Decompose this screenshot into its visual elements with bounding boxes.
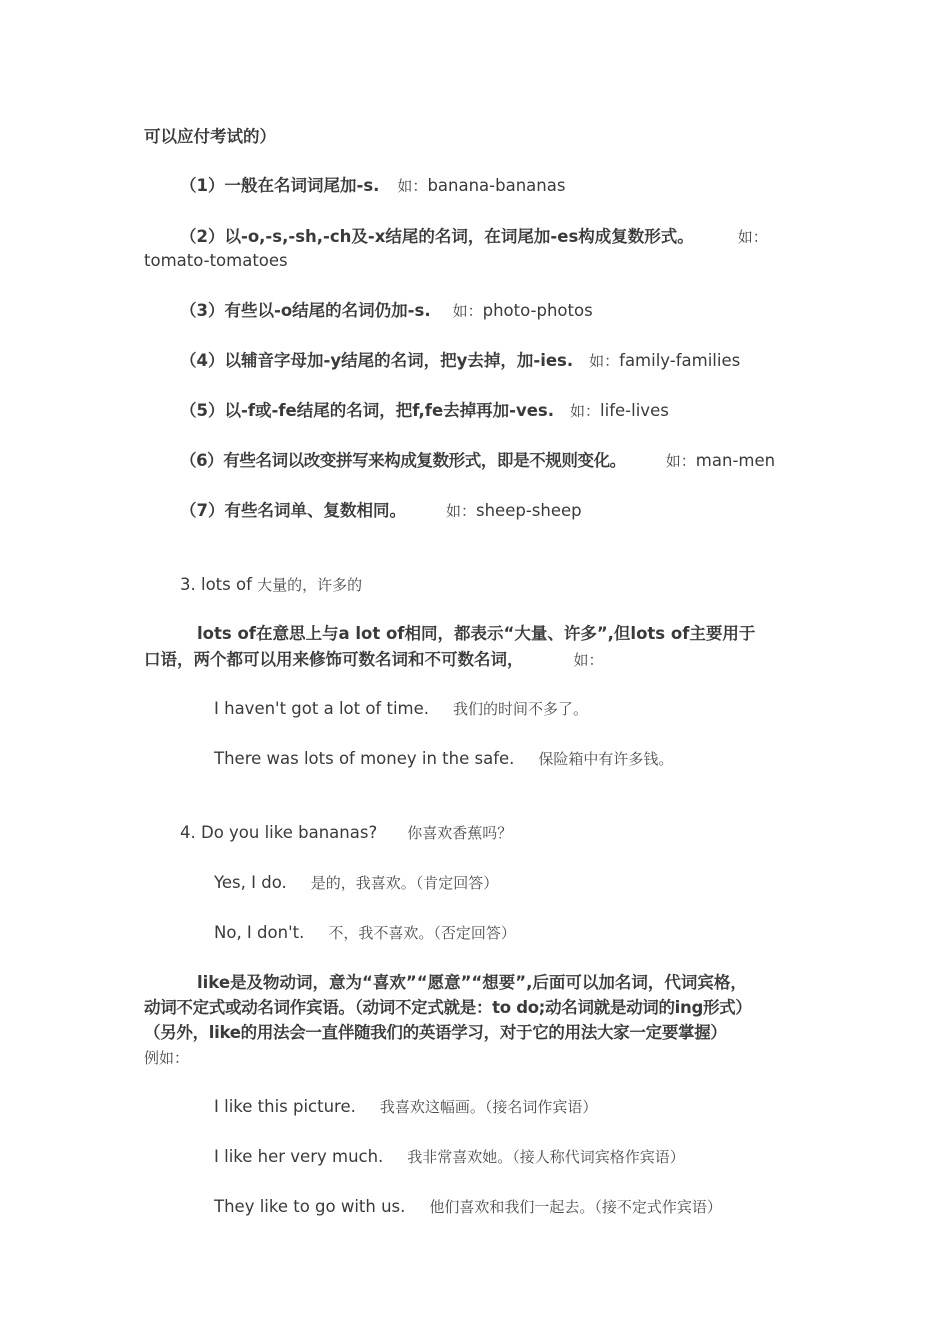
example-en: I haven't got a lot of time.	[214, 699, 430, 718]
section-3-example	[214, 747, 950, 771]
section-3-para-example-marker: 如：	[573, 651, 604, 669]
section-3-para-line-2	[144, 648, 950, 672]
section-4-para-line-4: 例如：	[144, 1049, 190, 1067]
section-3-para-line-1: lots of在意思上与a lot of相同，都表示“大量、许多”,但lots of主要用于	[197, 624, 756, 643]
section-4-para-line-1: like是及物动词，意为“喜欢”“愿意”“想要”,后面可以加名词，代词宾格，	[197, 973, 747, 992]
rule-example-word: life-lives	[600, 401, 669, 420]
example-en: They like to go with us.	[214, 1197, 406, 1216]
answer-zh: 不，我不喜欢。（否定回答）	[328, 924, 516, 942]
rule-label: （3）有些以-o结尾的名词仍加-s.	[180, 301, 431, 320]
rule-example-marker: 如：	[665, 452, 696, 470]
rule-6	[180, 449, 950, 473]
section-4-answer	[214, 871, 950, 895]
answer-en: Yes, I do.	[214, 873, 287, 892]
rule-example-word: man-men	[695, 451, 776, 470]
rule-example-marker: 如：	[452, 302, 483, 320]
example-zh: 我喜欢这幅画。（接名词作宾语）	[379, 1098, 598, 1116]
section-3-example	[214, 697, 950, 721]
section-3-heading-zh: 大量的，许多的	[257, 576, 363, 594]
rule-2-word: tomato-tomatoes	[144, 251, 288, 270]
rule-2	[180, 225, 950, 249]
rule-example-word: photo-photos	[482, 301, 593, 320]
section-4-example	[214, 1145, 950, 1169]
example-zh: 他们喜欢和我们一起去。（接不定式作宾语）	[429, 1198, 722, 1216]
rule-label: （1）一般在名词词尾加-s.	[180, 176, 380, 195]
rule-1	[180, 174, 950, 198]
rule-5	[180, 399, 950, 423]
section-3-heading-en: 3. lots of	[180, 575, 258, 594]
example-en: There was lots of money in the safe.	[214, 749, 515, 768]
section-4-para-line-3: （另外，like的用法会一直伴随我们的英语学习，对于它的用法大家一定要掌握）	[144, 1023, 727, 1042]
section-3-heading	[180, 573, 950, 597]
rule-7	[180, 499, 950, 523]
section-4-answer	[214, 921, 950, 945]
rule-example-marker: 如：	[737, 228, 768, 246]
rule-4	[180, 349, 950, 373]
answer-en: No, I don't.	[214, 923, 305, 942]
rule-example-word: sheep-sheep	[476, 501, 582, 520]
rule-example-word: family-families	[619, 351, 741, 370]
rule-example-marker: 如：	[445, 502, 476, 520]
rule-example-marker: 如：	[570, 402, 601, 420]
example-zh: 我非常喜欢她。（接人称代词宾格作宾语）	[407, 1148, 685, 1166]
section-4-heading	[180, 821, 950, 845]
rule-3	[180, 299, 950, 323]
rule-label: （2）以-o,-s,-sh,-ch及-x结尾的名词，在词尾加-es构成复数形式。	[180, 227, 694, 246]
section-4-para-line-2: 动词不定式或动名词作宾语。（动词不定式就是：to do;动名词就是动词的ing形式）	[144, 998, 752, 1017]
example-en: I like her very much.	[214, 1147, 384, 1166]
rule-label: （5）以-f或-fe结尾的名词，把f,fe去掉再加-ves.	[180, 401, 555, 420]
rule-example-marker: 如：	[589, 352, 620, 370]
rule-example-marker: 如：	[397, 177, 428, 195]
section-4-example	[214, 1195, 950, 1219]
rule-label: （4）以辅音字母加-y结尾的名词，把y去掉，加-ies.	[180, 351, 574, 370]
section-4-heading-en: 4. Do you like bananas?	[180, 823, 378, 842]
section-3-para-text: 口语，两个都可以用来修饰可数名词和不可数名词，	[144, 650, 524, 669]
rule-example-word: banana-bananas	[427, 176, 566, 195]
section-4-heading-zh: 你喜欢香蕉吗？	[407, 824, 513, 842]
section-4-example	[214, 1095, 950, 1119]
example-en: I like this picture.	[214, 1097, 356, 1116]
intro-tail: 可以应付考试的）	[144, 127, 276, 146]
answer-zh: 是的，我喜欢。（肯定回答）	[310, 874, 499, 892]
example-zh: 我们的时间不多了。	[453, 700, 589, 718]
rule-label: （7）有些名词单、复数相同。	[180, 501, 406, 520]
rule-label: （6）有些名词以改变拼写来构成复数形式，即是不规则变化。	[180, 451, 626, 470]
example-zh: 保险箱中有许多钱。	[538, 750, 674, 768]
